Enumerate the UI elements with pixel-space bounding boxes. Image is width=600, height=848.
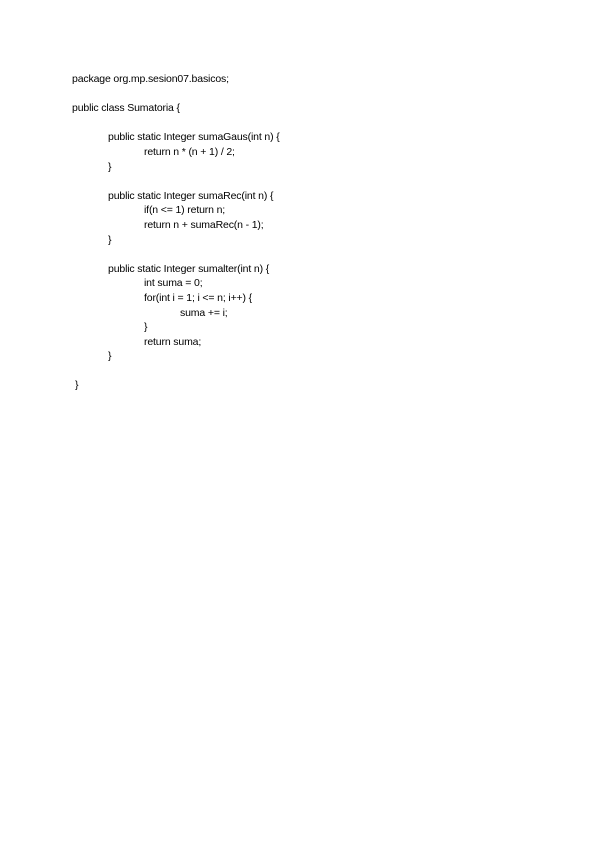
- method-suma-rec-return: return n + sumaRec(n - 1);: [144, 218, 264, 231]
- method-suma-rec-close: }: [108, 233, 112, 246]
- method-suma-rec-signature: public static Integer sumaRec(int n) {: [108, 189, 274, 202]
- blank-line: [72, 87, 280, 102]
- blank-line: [72, 247, 280, 262]
- method-sumalter-for-close: }: [144, 321, 148, 334]
- blank-line: [72, 174, 280, 189]
- method-sumalter-return: return suma;: [144, 335, 202, 348]
- method-sumalter-close: }: [108, 350, 112, 363]
- method-suma-gaus-return: return n * (n + 1) / 2;: [144, 145, 235, 158]
- method-suma-gaus-close: }: [108, 160, 112, 173]
- method-suma-rec-if: if(n <= 1) return n;: [144, 204, 226, 217]
- method-sumalter-for: for(int i = 1; i <= n; i++) {: [144, 291, 253, 304]
- method-sumalter-signature: public static Integer sumalter(int n) {: [108, 262, 270, 275]
- blank-line: [72, 364, 280, 379]
- method-sumalter-init: int suma = 0;: [144, 277, 203, 290]
- class-close: }: [75, 379, 79, 392]
- method-suma-gaus-signature: public static Integer sumaGaus(int n) {: [108, 131, 280, 144]
- method-sumalter-accumulate: suma += i;: [180, 306, 228, 319]
- code-listing: [72, 72, 280, 393]
- blank-line: [72, 116, 280, 131]
- class-declaration: public class Sumatoria {: [72, 102, 180, 115]
- package-declaration: package org.mp.sesion07.basicos;: [72, 73, 229, 85]
